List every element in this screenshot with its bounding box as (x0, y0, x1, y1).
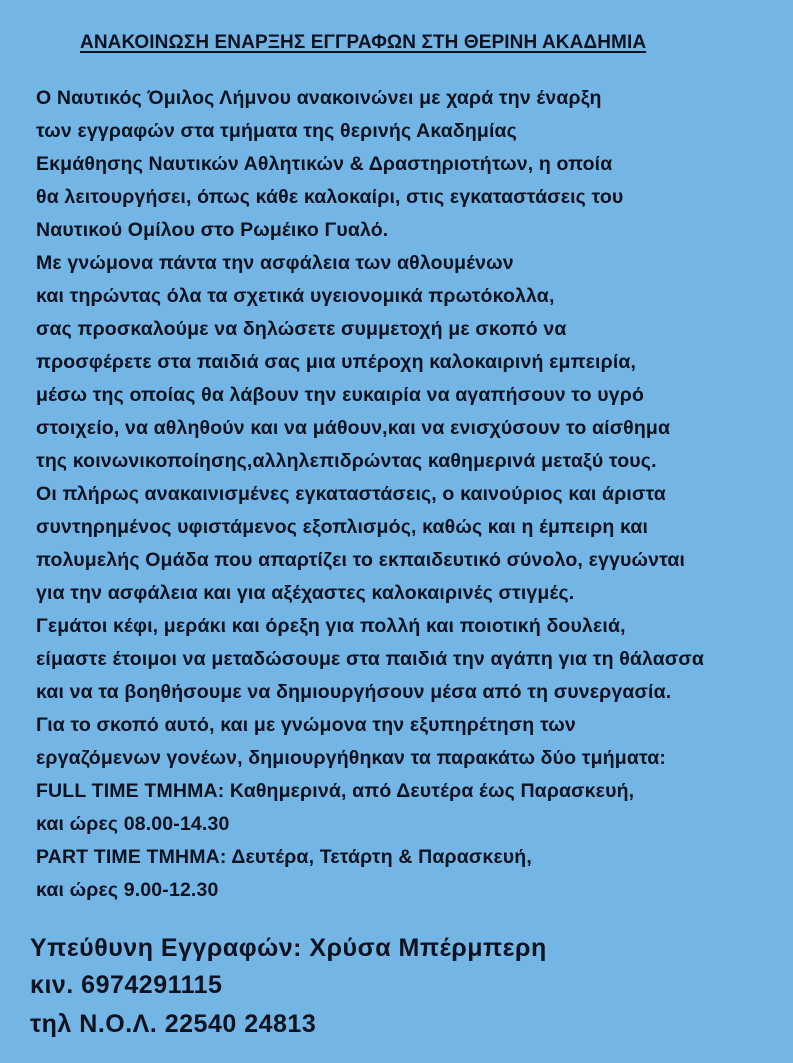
body-line: εργαζόμενων γονέων, δημιουργήθηκαν τα παρακάτω δύο τμήματα: (36, 747, 667, 769)
body-line: και τηρώντας όλα τα σχετικά υγειονομικά πρωτόκολλα, (36, 285, 555, 307)
body-line: Οι πλήρως ανακαινισμένες εγκαταστάσεις, ο καινούριος και άριστα (36, 483, 666, 505)
body-line: συντηρημένος υφιστάμενος εξοπλισμός, καθώς και η έμπειρη και (36, 516, 649, 538)
body-line: Για το σκοπό αυτό, και με γνώμονα την εξυπηρέτηση των (36, 714, 576, 736)
body-line: είμαστε έτοιμοι να μεταδώσουμε στα παιδιά την αγάπη για τη θάλασσα (36, 648, 705, 670)
body-line: προσφέρετε στα παιδιά σας μια υπέροχη καλοκαιρινή εμπειρία, (36, 351, 637, 373)
body-line: και να τα βοηθήσουμε να δημιουργήσουν μέσα από τη συνεργασία. (36, 681, 672, 703)
body-line: πολυμελής Ομάδα που απαρτίζει το εκπαιδευτικό σύνολο, εγγυώνται (36, 549, 686, 571)
body-line: Εκμάθησης Ναυτικών Αθλητικών & Δραστηριοτήτων, η οποία (36, 153, 613, 175)
body-line: θα λειτουργήσει, όπως κάθε καλοκαίρι, στις εγκαταστάσεις του (36, 186, 624, 208)
body-line: Γεμάτοι κέφι, μεράκι και όρεξη για πολλή και ποιοτική δουλειά, (36, 615, 626, 637)
club-phone-number: τηλ Ν.Ο.Λ. 22540 24813 (30, 1010, 317, 1038)
mobile-number: κιν. 6974291115 (30, 971, 223, 999)
body-line: Ναυτικού Ομίλου στο Ρωμέικο Γυαλό. (36, 219, 389, 241)
body-line: στοιχείο, να αθληθούν και να μάθουν,και να ενισχύσουν το αίσθημα (36, 417, 671, 439)
body-line: Ο Ναυτικός Όμιλος Λήμνου ανακοινώνει με χαρά την έναρξη (36, 87, 602, 109)
body-line: για την ασφάλεια και για αξέχαστες καλοκαιρινές στιγμές. (36, 582, 575, 604)
part-time-hours: και ώρες 9.00-12.30 (36, 879, 219, 901)
body-line: της κοινωνικοποίησης,αλληλεπιδρώντας καθημερινά μεταξύ τους. (36, 450, 657, 472)
registration-contact: Υπεύθυνη Εγγραφών: Χρύσα Μπέρμπερη (30, 934, 547, 962)
body-line: σας προσκαλούμε να δηλώσετε συμμετοχή με σκοπό να (36, 318, 567, 340)
full-time-line: FULL TIME ΤΜΗΜΑ: Καθημερινά, από Δευτέρα έως Παρασκευή, (36, 780, 635, 802)
full-time-hours: και ώρες 08.00-14.30 (36, 813, 230, 835)
announcement-title: ΑΝΑΚΟΙΝΩΣΗ ΕΝΑΡΞΗΣ ΕΓΓΡΑΦΩΝ ΣΤΗ ΘΕΡΙΝΗ ΑΚΑΔΗΜΙΑ (80, 32, 647, 53)
body-line: Με γνώμονα πάντα την ασφάλεια των αθλουμένων (36, 252, 514, 274)
body-line: των εγγραφών στα τμήματα της θερινής Ακαδημίας (36, 120, 517, 142)
part-time-line: PART TIME ΤΜΗΜΑ: Δευτέρα, Τετάρτη & Παρασκευή, (36, 846, 532, 868)
body-line: μέσω της οποίας θα λάβουν την ευκαιρία να αγαπήσουν το υγρό (36, 384, 645, 406)
